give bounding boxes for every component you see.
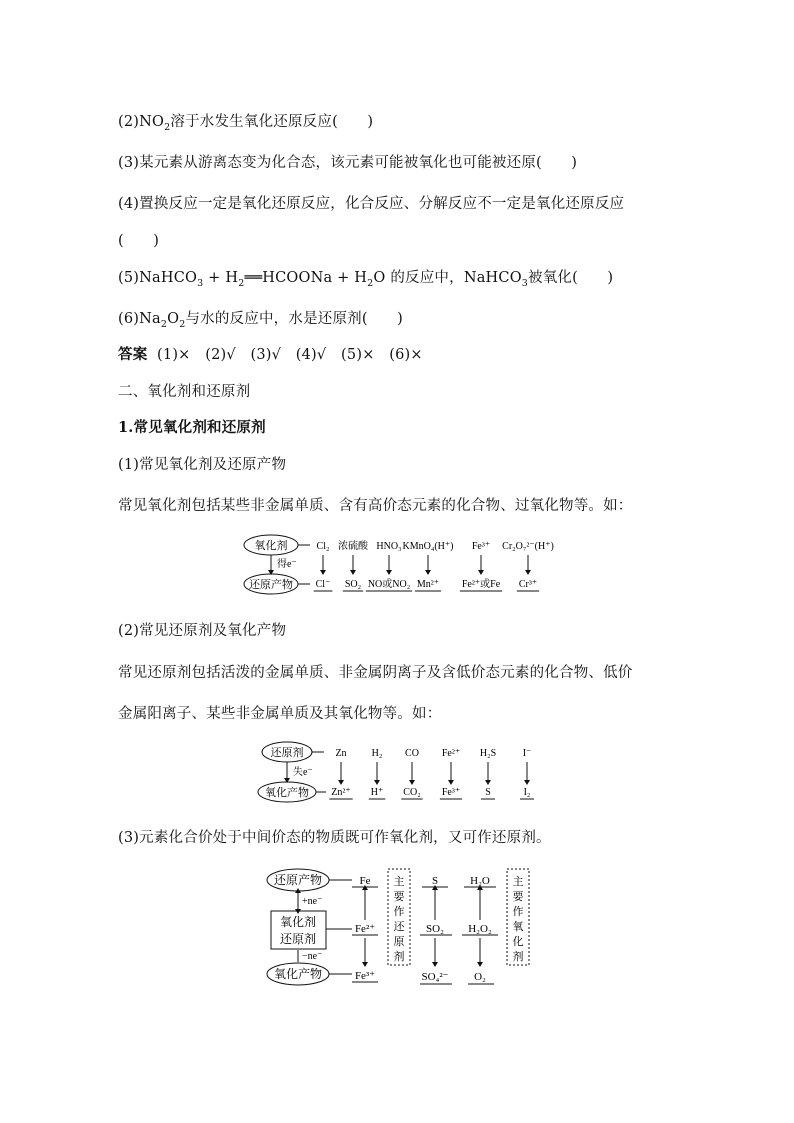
d1-top-1: 浓硫酸 [338,541,368,552]
d3-reductant-label: 还原剂 [279,932,317,946]
d2-oxidation-product-label: 氧化产物 [265,787,309,799]
d3-h2o2: H₂O₂ [468,923,492,935]
d1-bottom-2: NO或NO₂ [367,579,411,590]
d1-gain-electron-label: 得e⁻ [277,559,297,570]
d1-bottom-3: Mn²⁺ [416,579,440,590]
subsection-1-3: (3)元素化合价处于中间价态的物质既可作氧化剂，又可作还原剂。 [118,830,551,846]
paragraph-oxidants: 常见氧化剂包括某些非金属单质、含有高价态元素的化合物、过氧化物等。如： [118,498,633,514]
d1-bottom-4: Fe²⁺或Fe [461,579,501,590]
d1-oxidant-label: 氧化剂 [254,540,288,552]
question-5: (5)NaHCO$_3$ + $H_2══HCOONa + H_2O$ 的反应中，NaHCO$_3$被氧化( ) [118,270,614,289]
d3-reduction-product-label: 还原产物 [273,873,323,887]
question-6: $(6)Na_2O_2$与水的反应中，水是还原剂( ) [118,311,403,330]
d3-note-reductant-char-2: 作 [393,906,405,918]
answer-text: (1)× (2)√ (3)√ (4)√ (5)× (6)× [157,347,423,363]
d3-note-oxidant-char-3: 氧 [512,921,524,933]
d2-top-0: Zn [335,748,347,759]
d3-oxidation-product-label: 氧化产物 [273,967,323,981]
d2-bottom-0: Zn²⁺ [331,787,351,798]
d1-top-3: KMnO₄(H⁺) [402,541,454,552]
d3-note-reductant-char-0: 主 [393,876,405,888]
d2-top-1: H₂ [371,748,383,759]
d1-bottom-1: SO₂ [344,579,362,590]
d1-top-0: Cl₂ [316,541,330,552]
d1-top-5: Cr₂O₇²⁻(H⁺) [502,541,554,552]
d2-bottom-3: Fe³⁺ [441,787,461,798]
d2-bottom-4: S [485,787,491,798]
d1-bottom-0: Cl⁻ [315,579,331,590]
d3-note-reductant-char-3: 还 [393,921,405,933]
d2-top-4: H₂S [479,748,497,759]
d2-bottom-1: H⁺ [370,787,384,798]
question-2: $(2)NO_2$溶于水发生氧化还原反应( ) [118,114,374,133]
d2-bottom-2: CO₂ [403,787,421,798]
d3-note-reductant-char-4: 原 [393,936,405,948]
d3-so2: SO₂ [426,923,444,935]
d3-fe2: Fe²⁺ [354,923,376,935]
paragraph-reductants-1: 常见还原剂包括活泼的金属单质、非金属阴离子及含低价态元素的化合物、低价 [118,665,633,681]
subsection-1: 1.常见氧化剂和还原剂 [118,419,266,436]
d3-note-oxidant-char-1: 要 [512,891,524,903]
d3-note-oxidant-char-2: 作 [512,906,524,918]
d3-lose-electron-label: −ne⁻ [302,951,323,962]
subsection-1-1: (1)常见氧化剂及还原产物 [118,457,287,473]
d1-bottom-5: Cr³⁺ [518,579,538,590]
d3-s: S [431,875,439,887]
d3-oxidant-label: 氧化剂 [279,915,317,929]
d3-note-reductant-char-1: 要 [393,891,405,903]
d2-bottom-5: I₂ [523,787,531,798]
d1-top-2: HNO₃ [376,541,402,552]
d3-so4: SO₄²⁻ [421,971,449,983]
d1-top-4: Fe³⁺ [471,541,491,552]
answer-label: 答案 [118,346,148,363]
question-4: (4)置换反应一定是氧化还原反应，化合反应、分解反应不一定是氧化还原反应 [118,196,625,212]
question-3: (3)某元素从游离态变为化合态，该元素可能被氧化也可能被还原( ) [118,155,578,171]
d3-gain-electron-label: +ne⁻ [302,896,323,907]
d2-top-3: Fe²⁺ [441,748,461,759]
d3-fe: Fe [359,875,371,887]
section-heading: 二、氧化剂和还原剂 [118,384,251,400]
d1-reduction-product-label: 还原产物 [249,579,293,591]
d2-top-5: I⁻ [522,748,532,759]
question-4-blank: ( ) [118,233,160,249]
d2-lose-electron-label: 失e⁻ [293,767,313,778]
d3-note-oxidant-char-5: 剂 [512,951,524,963]
d3-h2o: H₂O [470,875,490,887]
d2-reductant-label: 还原剂 [270,747,304,759]
d3-note-reductant-char-5: 剂 [393,951,405,963]
subsection-1-2: (2)常见还原剂及氧化产物 [118,623,287,639]
d2-top-2: CO [405,748,419,759]
d3-o2: O₂ [474,971,486,983]
d3-note-oxidant-char-4: 化 [512,936,524,948]
d3-note-oxidant-char-0: 主 [512,876,524,888]
paragraph-reductants-2: 金属阳离子、某些非金属单质及其氧化物等。如： [118,706,442,722]
d3-fe3: Fe³⁺ [354,970,376,982]
